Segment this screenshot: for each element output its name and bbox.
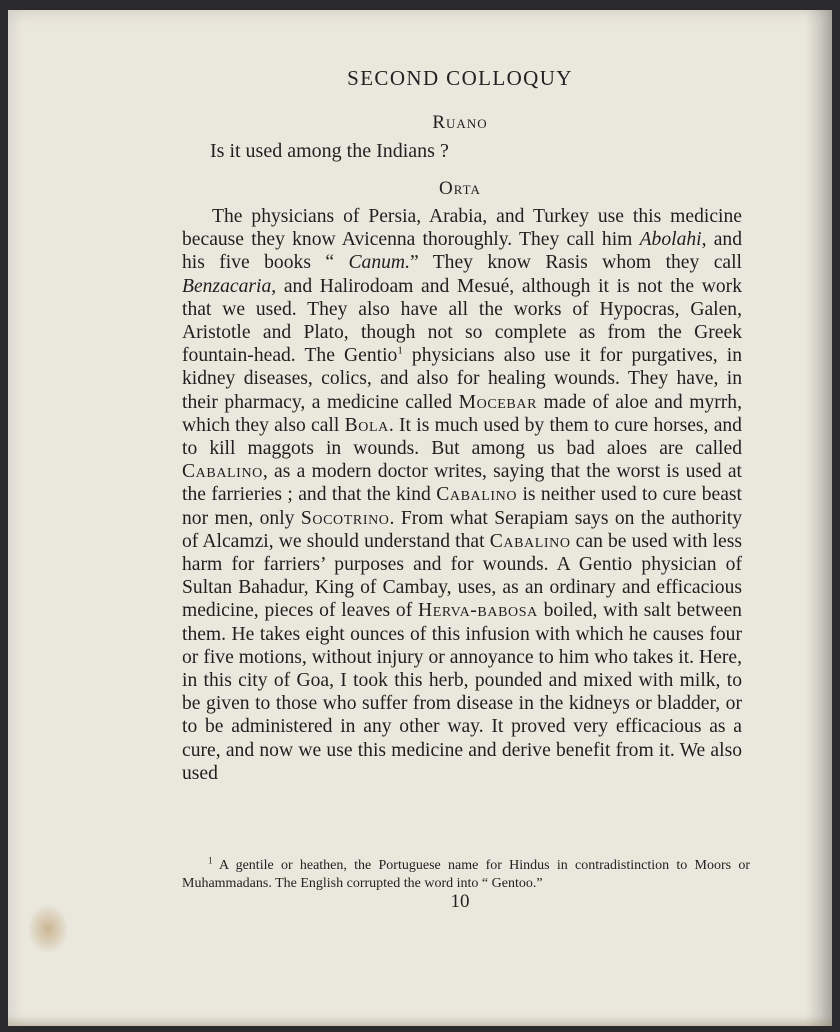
body-text-run: . It is much used by them to cure horses, and to kill maggots in wounds. But among us bad aloes are called: [182, 414, 742, 460]
footnote-marker: 1: [208, 855, 213, 866]
page-edge-stain: [8, 1016, 832, 1026]
body-text-run: , and his five books “: [182, 229, 742, 274]
body-text-run: can be used with less harm for farriers’ purposes and for wounds. A Gentio physician of Sultan Bahadur, King of Cambay, uses, as an ordinary and efficacious medicine, pieces of leaves of: [182, 530, 742, 622]
body-text-run: is neither used to cure beast nor men, only: [182, 484, 742, 529]
smallcaps-term-socotrino: Socotrino: [300, 507, 390, 529]
page-spine-shadow: [806, 10, 832, 1026]
italic-term-benzacaria: Benzacaria: [182, 275, 272, 297]
body-text-run: The physicians of Persia, Arabia, and Turkey use this medicine because they know Avicenna thoroughly. They call him: [182, 206, 742, 251]
smallcaps-term-cabalino: Cabalino: [489, 530, 571, 552]
body-text-run: boiled, with salt between them. He takes eight ounces of this infusion with which he causes four or five motions, without injury or annoyance to him who takes it. Here, in this city of Goa, I took this herb, pounded and mixed with milk, to be given to those who suffer from disease in the kidneys or bladder, or to be administered in any other way. It proved very efficacious as a cure, and now we use this medicine and derive benefit from it. We also used: [182, 600, 742, 784]
body-text-run: , as a modern doctor writes, saying that the worst is used at the farrieries ; and that the kind: [182, 461, 742, 506]
footnote-reference: 1: [397, 344, 403, 357]
smallcaps-term-cabalino: Cabalino: [182, 461, 263, 483]
speaker-ruano: Ruano: [432, 112, 488, 133]
footnote-text: A gentile or heathen, the Portuguese name for Hindus in contradistinction to Moors or Muhammadans. The English corrupted the word into “ Gentoo.”: [182, 858, 750, 891]
body-text-run: , and Halirodoam and Mesué, although it is not the work that we used. They also have all the works of Hypocras, Galen, Aristotle and Plato, though not so complete as from the Greek fountain-head. The Gentio: [182, 275, 742, 367]
speaker-orta: Orta: [439, 178, 481, 199]
question-text: Is it used among the Indians ?: [210, 140, 449, 162]
body-text-run: . From what Serapiam says on the authority of Alcamzi, we should understand that: [182, 507, 743, 552]
smallcaps-term-cabalino: Cabalino: [436, 484, 518, 506]
body-text-run: made of aloe and myrrh, which they also call: [182, 391, 742, 436]
body-text-run: ” They know Rasis whom they call: [409, 252, 742, 274]
smallcaps-term-herva-babosa: Herva-babosa: [417, 600, 538, 622]
footnote: [182, 857, 750, 893]
body-text-run: physicians also use it for purgatives, in kidney diseases, colics, and also for healing wounds. They have, in their pharmacy, a medicine called: [182, 345, 742, 413]
body-paragraph: [182, 205, 742, 785]
smallcaps-term-mocebar: Mocebar: [458, 391, 538, 413]
italic-term-abolahi: Abolahi: [639, 229, 702, 251]
running-header: SECOND COLLOQUY: [347, 66, 573, 90]
smallcaps-term-bola: Bola: [344, 414, 389, 436]
italic-term-canum: Canum.: [348, 252, 410, 274]
page-number: 10: [450, 891, 470, 912]
